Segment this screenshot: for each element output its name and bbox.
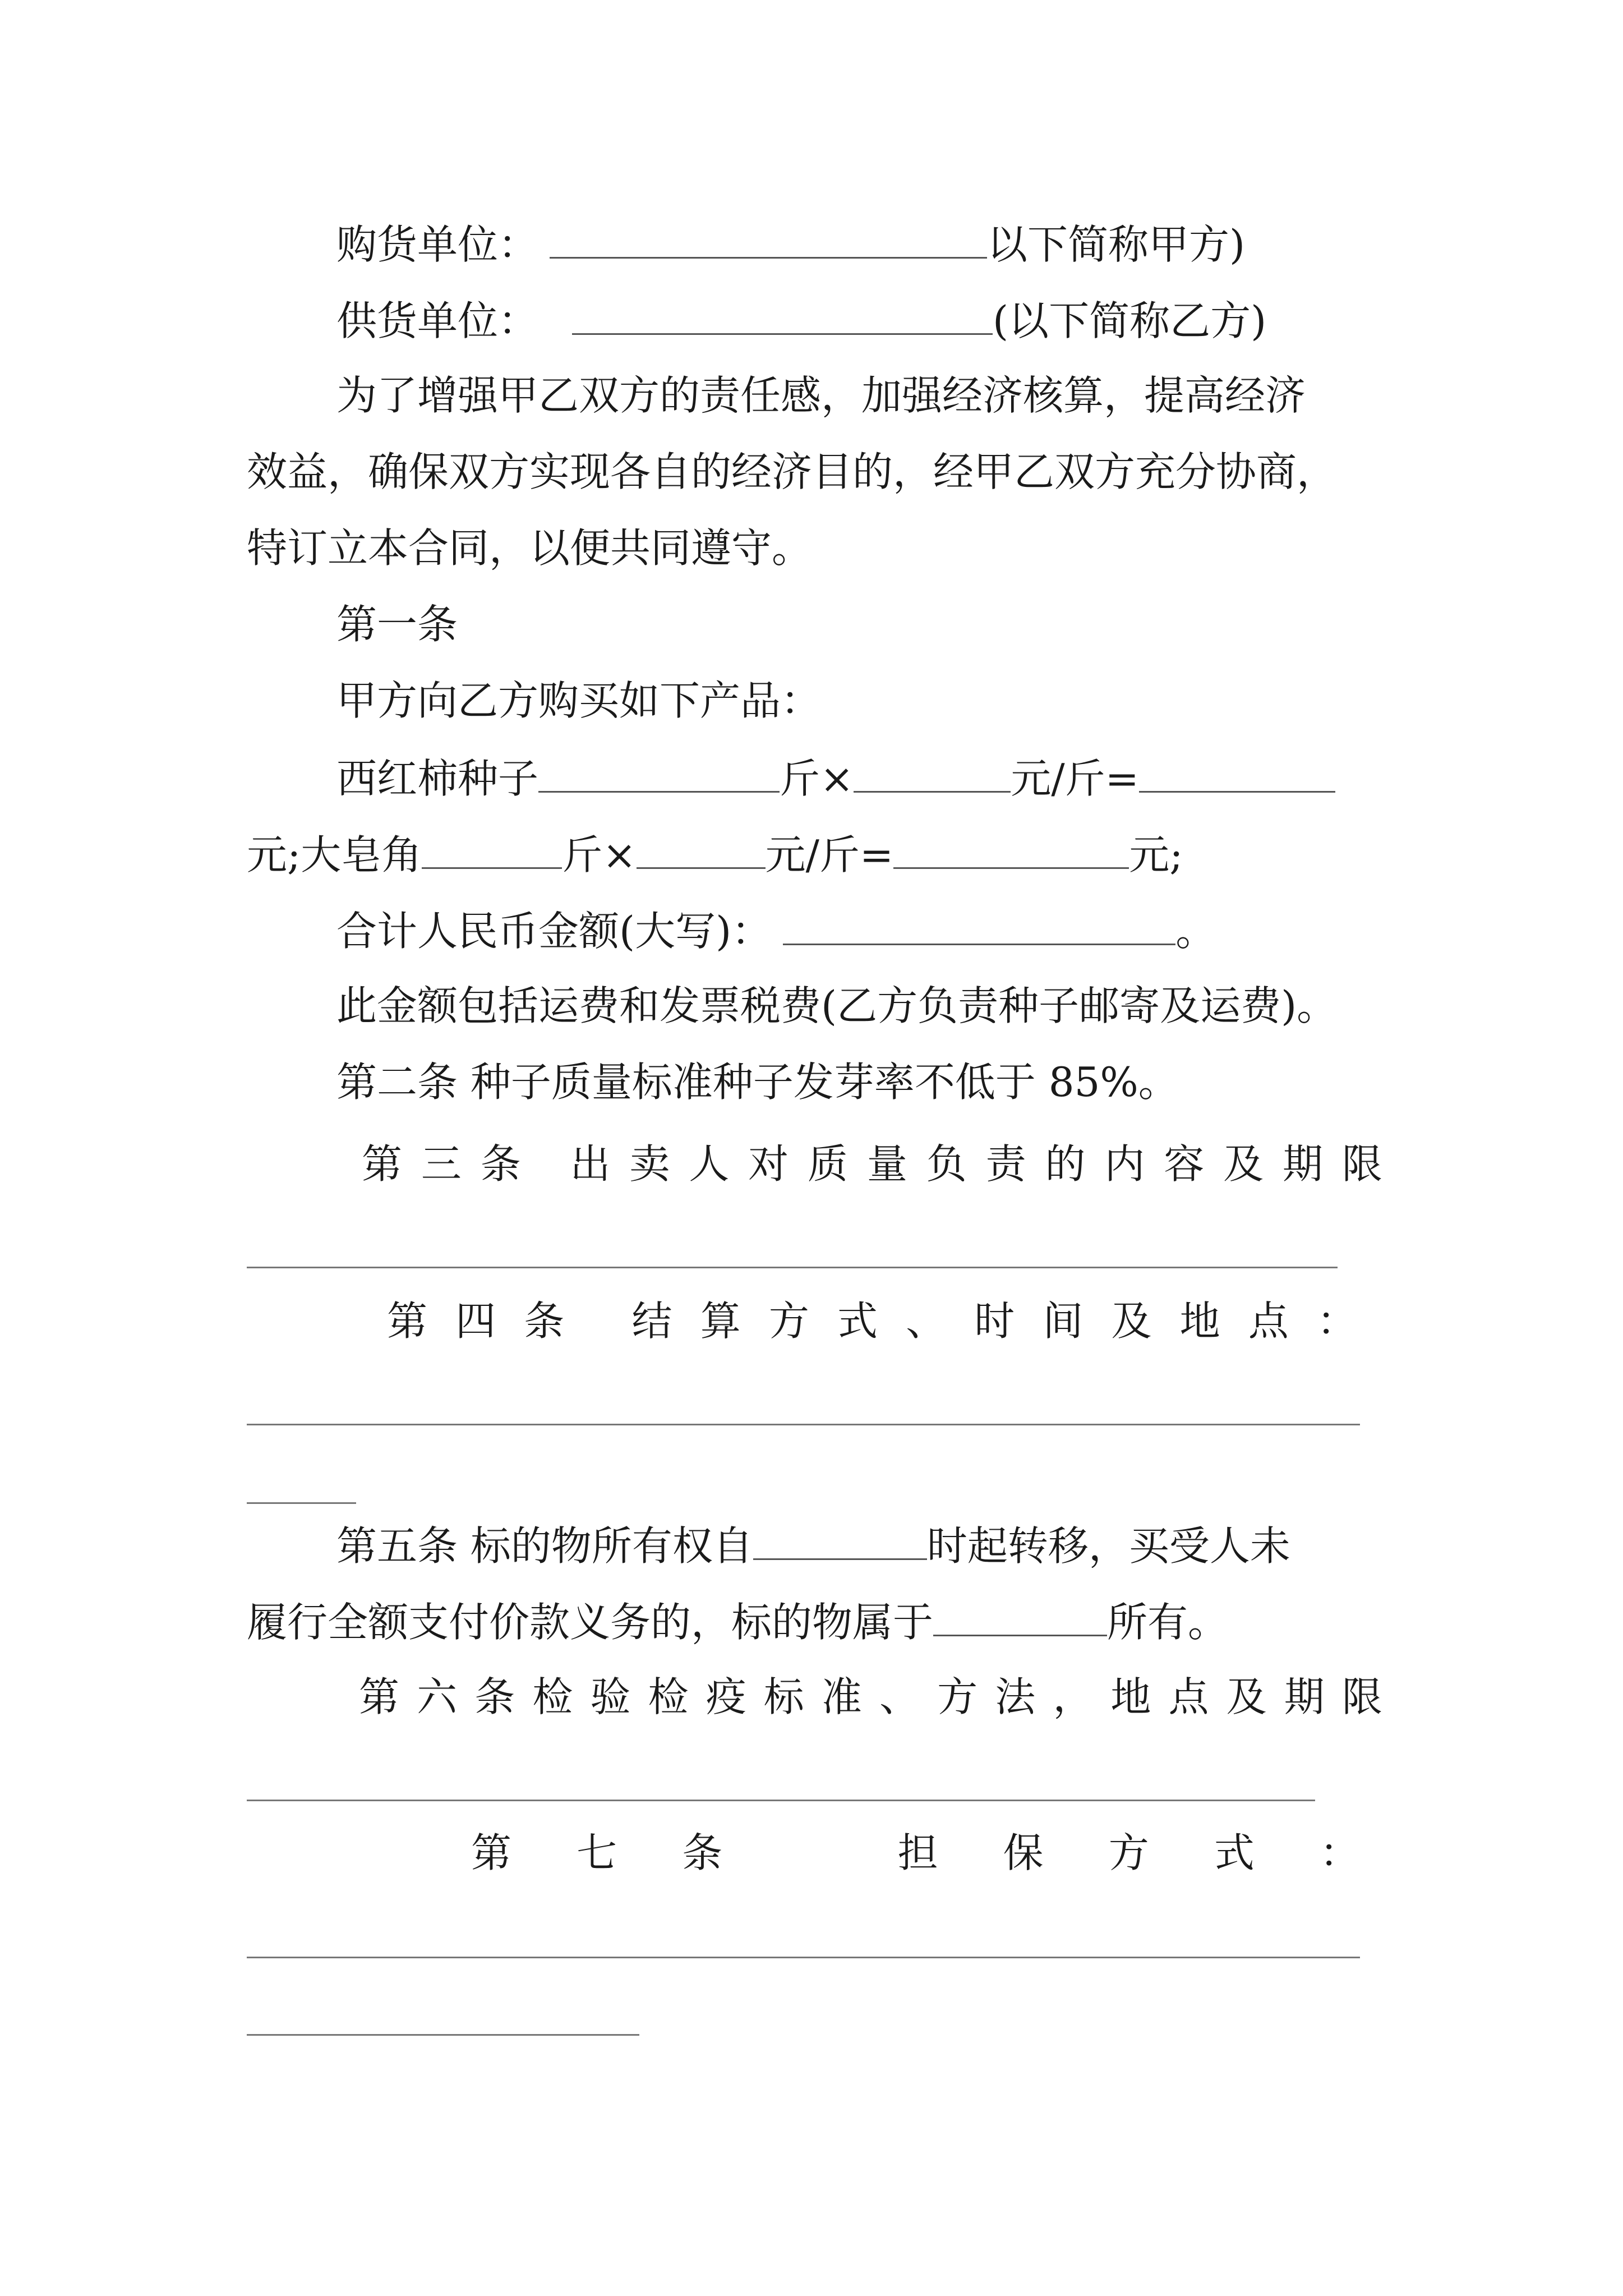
art3-char: 限 <box>1341 1140 1382 1188</box>
seller-blank <box>572 294 993 335</box>
art6-char: 检 <box>532 1673 573 1720</box>
art3-char: 三 <box>421 1140 462 1188</box>
buyer-blank <box>550 218 987 259</box>
article-1-title: 第一条 <box>336 601 458 648</box>
total-label: 合计人民币金额(大写)： <box>336 908 772 955</box>
art6-char: 验 <box>590 1673 631 1720</box>
art5-owner-blank <box>933 1595 1107 1636</box>
art3-char: 责 <box>985 1140 1026 1188</box>
intro-line-3: 特订立本合同，以便共同遵守。 <box>247 524 813 572</box>
art3-char: 期 <box>1282 1140 1323 1188</box>
seller-suffix: (以下简称乙方) <box>993 297 1267 344</box>
article-5-line-2 <box>247 1595 1228 1648</box>
art6-char: 地 <box>1110 1673 1151 1720</box>
item-1-qty-blank <box>538 752 780 793</box>
art7-char: 担 <box>897 1829 938 1876</box>
article-7-fill-line-1 <box>247 1957 1360 1958</box>
buyer-label: 购货单位： <box>336 221 539 268</box>
item-1-line <box>336 752 1335 804</box>
art6-char: 法 <box>995 1673 1036 1720</box>
art4-char: 点 <box>1248 1297 1289 1345</box>
art7-char: 第 <box>471 1829 512 1876</box>
art5-part1: 第五条 标的物所有权自 <box>336 1522 753 1570</box>
item-2-price-blank <box>637 828 766 869</box>
art3-char: 人 <box>689 1140 730 1188</box>
total-end: 。 <box>1175 908 1216 955</box>
article-7-heading <box>471 1828 1360 1878</box>
item-1-name: 西红柿种子 <box>336 755 539 802</box>
intro-line-2: 效益，确保双方实现各自的经济目的，经甲乙双方充分协商， <box>247 448 1338 495</box>
art4-char: 式 <box>837 1297 878 1345</box>
item-1-unit: 斤× <box>780 755 854 802</box>
item-1-yuan: 元; <box>247 831 301 878</box>
article-4-fill-line-2 <box>247 1502 356 1504</box>
buyer-suffix: 以下简称甲方) <box>987 221 1246 268</box>
article-4-fill-line-1 <box>247 1424 1360 1425</box>
art5-part4: 所有。 <box>1107 1599 1229 1646</box>
art5-time-blank <box>753 1519 927 1560</box>
art3-char: 及 <box>1223 1140 1264 1188</box>
art6-char: 检 <box>648 1673 689 1720</box>
item-2-unit: 斤× <box>562 831 637 878</box>
art6-char: 期 <box>1284 1673 1325 1720</box>
total-blank <box>783 904 1175 945</box>
art7-char: ： <box>1319 1829 1360 1876</box>
art6-char: 点 <box>1168 1673 1209 1720</box>
intro-line-1: 为了增强甲乙双方的责任感，加强经济核算，提高经济 <box>336 372 1306 419</box>
article-4-heading <box>387 1296 1357 1346</box>
article-3-heading <box>362 1139 1382 1189</box>
art3-char: 对 <box>748 1140 789 1188</box>
art3-char: 出 <box>570 1140 611 1188</box>
item-2-price-unit: 元/斤= <box>765 831 894 878</box>
article-5-line-1 <box>336 1519 1290 1571</box>
art3-char: 质 <box>807 1140 848 1188</box>
item-2-total-blank <box>893 828 1129 869</box>
art4-char: 四 <box>455 1297 496 1345</box>
article-2: 第二条 种子质量标准种子发芽率不低于 85%。 <box>336 1059 1179 1106</box>
art6-char: 方 <box>937 1673 978 1720</box>
item-1-total-blank <box>1139 752 1335 793</box>
art6-char: 条 <box>474 1673 515 1720</box>
item-2-line <box>247 828 1183 880</box>
art3-char: 条 <box>480 1140 521 1188</box>
art6-char: 疫 <box>706 1673 746 1720</box>
art6-char: 标 <box>763 1673 804 1720</box>
seller-line <box>336 294 1266 346</box>
art3-char: 第 <box>362 1140 403 1188</box>
art6-char: ， <box>1053 1673 1094 1720</box>
art7-char: 方 <box>1108 1829 1149 1876</box>
art4-char: 及 <box>1111 1297 1152 1345</box>
art4-char: 间 <box>1043 1297 1083 1345</box>
art7-char: 七 <box>577 1829 617 1876</box>
art4-char: 结 <box>631 1297 672 1345</box>
item-2-name: 大皂角 <box>301 831 422 878</box>
art3-char: 的 <box>1045 1140 1086 1188</box>
art4-char: 第 <box>387 1297 428 1345</box>
art4-char: 时 <box>974 1297 1015 1345</box>
art5-part2: 时起转移，买受人未 <box>926 1522 1290 1570</box>
seller-label: 供货单位： <box>336 297 539 344</box>
art4-char: 算 <box>700 1297 741 1345</box>
art3-char: 容 <box>1164 1140 1205 1188</box>
article-7-fill-line-2 <box>247 2034 639 2036</box>
item-1-price-unit: 元/斤= <box>1011 755 1139 802</box>
item-1-price-blank <box>854 752 1011 793</box>
art4-char: ： <box>1316 1297 1357 1345</box>
article-6-fill-line <box>247 1800 1315 1801</box>
art5-part3: 履行全额支付价款义务的，标的物属于 <box>247 1599 934 1646</box>
buyer-line <box>336 218 1245 270</box>
article-3-fill-line <box>247 1267 1338 1268</box>
item-2-yuan: 元; <box>1129 831 1183 878</box>
total-line <box>336 904 1216 956</box>
fee-note: 此金额包括运费和发票税费(乙方负责种子邮寄及运费)。 <box>336 982 1338 1029</box>
art7-char: 条 <box>682 1829 723 1876</box>
item-2-qty-blank <box>422 828 562 869</box>
art6-char: 第 <box>359 1673 400 1720</box>
art6-char: 限 <box>1341 1673 1382 1720</box>
art6-char: 六 <box>417 1673 458 1720</box>
article-1-text: 甲方向乙方购买如下产品： <box>336 677 822 724</box>
art3-char: 内 <box>1104 1140 1145 1188</box>
art4-char: 方 <box>768 1297 809 1345</box>
art6-char: 、 <box>879 1673 920 1720</box>
article-6-heading <box>359 1672 1382 1722</box>
art4-char: 地 <box>1179 1297 1220 1345</box>
art3-char: 负 <box>926 1140 967 1188</box>
art4-char: 、 <box>906 1297 947 1345</box>
art7-char: 式 <box>1214 1829 1255 1876</box>
art7-char: 保 <box>1003 1829 1044 1876</box>
art6-char: 及 <box>1226 1673 1267 1720</box>
art3-char: 卖 <box>629 1140 670 1188</box>
art3-char: 量 <box>866 1140 907 1188</box>
art4-char: 条 <box>524 1297 565 1345</box>
art6-char: 准 <box>821 1673 862 1720</box>
